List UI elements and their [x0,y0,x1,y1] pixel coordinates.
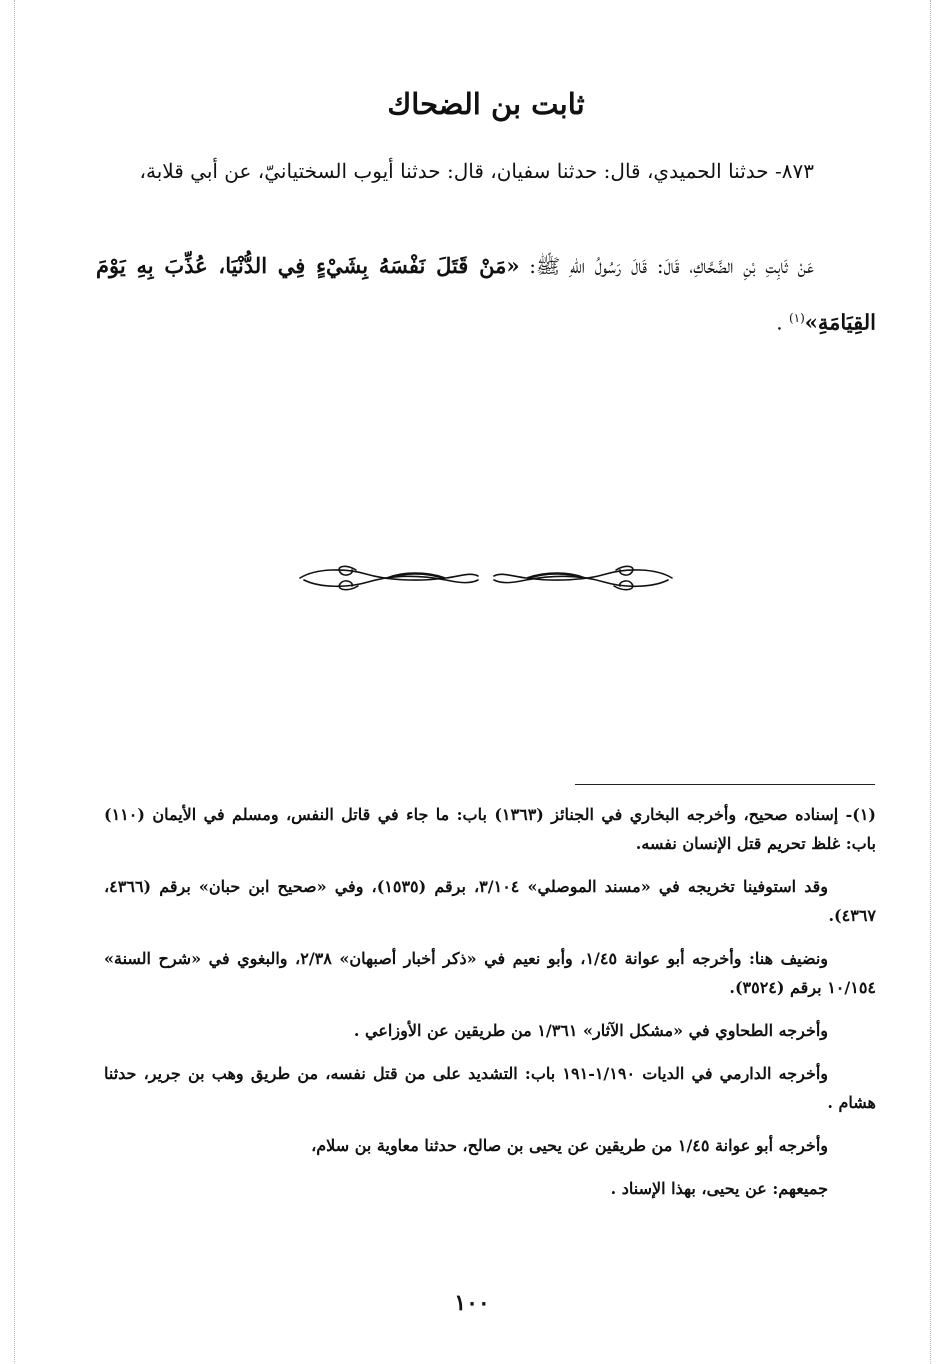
footnotes [104,800,876,1217]
footnote-paragraph [104,1174,876,1203]
footnote-paragraph [104,944,876,1002]
footnote-paragraph [104,800,876,858]
hadith-matn [96,240,876,349]
footnote-text: وأخرجه أبو عوانة ١/٤٥ من طريقين عن يحيى بن صالح، حدثنا معاوية بن سلام، [311,1136,828,1155]
footnote-text: وقد استوفينا تخريجه في «مسند الموصلي» ٣/١٠٤، برقم (١٥٣٥)، وفي «صحيح ابن حبان» برقم (٤٣٦٦، ٤٣٦٧). [104,877,876,925]
scan-artifact-right [930,0,931,1364]
page-number: ١٠٠ [454,1290,490,1316]
scan-artifact-left [14,0,15,1364]
hadith-isnad-text: ٨٧٣- حدثنا الحميدي، قال: حدثنا سفيان، قال: حدثنا أيوب السختيانيّ، عن أبي قلابة، [139,159,814,183]
hadith-matn-end: . [776,310,789,335]
footnote-paragraph [104,1016,876,1045]
hadith-matn-intro: عَنْ ثَابِتِ بْنِ الضَّحَّاكِ، قَالَ: قَالَ رَسُولُ اللهِ ﷺ: [529,254,814,278]
footnote-marker: (١) [788,311,805,325]
footnote-text: وأخرجه الدارمي في الديات ١/١٩٠-١٩١ باب: التشديد على من قتل نفسه، من طريق وهب بن جرير، حدثنا هشام . [104,1064,876,1112]
hadith-matn-quote: «مَنْ قَتَلَ نَفْسَهُ بِشَيْءٍ فِي الدُّنْيَا، عُذِّبَ بِهِ يَوْمَ القِيَامَةِ» [96,253,876,335]
footnote-paragraph [104,1059,876,1117]
footnote-text: جميعهم: عن يحيى، بهذا الإسناد . [610,1179,828,1198]
footnote-paragraph [104,1131,876,1160]
chapter-title: ثابت بن الضحاك [387,87,585,121]
hadith-isnad [96,146,876,196]
footnote-text: (١)- إسناده صحيح، وأخرجه البخاري في الجنائز (١٣٦٣) باب: ما جاء في قاتل النفس، ومسلم في الأيمان (١١٠) باب: غلظ تحريم قتل الإنسان نفسه. [104,805,876,853]
footnote-text: ونضيف هنا: وأخرجه أبو عوانة ١/٤٥، وأبو نعيم في «ذكر أخبار أصبهان» ٢/٣٨، والبغوي في «شرح السنة» ١٠/١٥٤ برقم (٣٥٢٤). [104,949,876,997]
ornament-divider [296,560,676,596]
footnote-paragraph [104,872,876,930]
footnote-separator [575,784,875,785]
footnote-text: وأخرجه الطحاوي في «مشكل الآثار» ١/٣٦١ من طريقين عن الأوزاعي . [353,1021,828,1040]
